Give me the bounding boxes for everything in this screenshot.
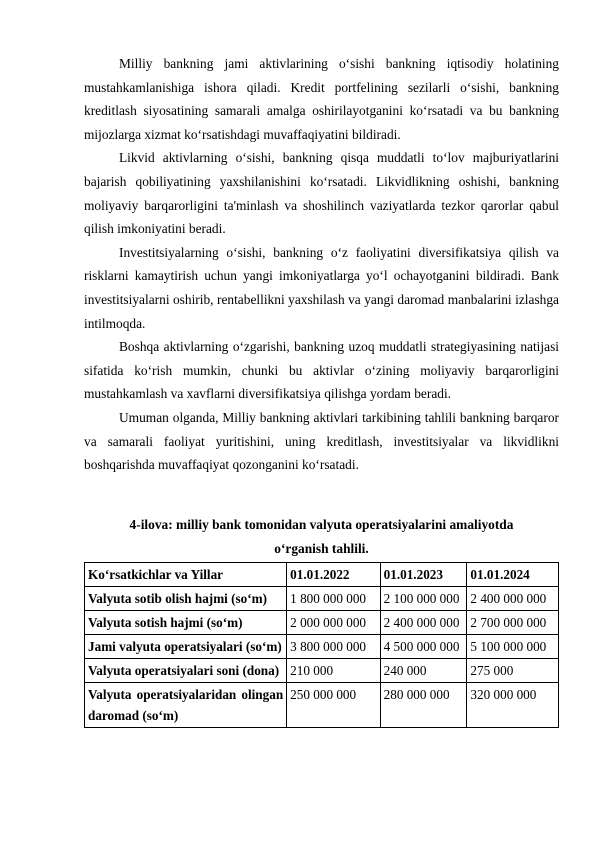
- paragraph: Umuman olganda, Milliy bankning aktivlari tarkibining tahlili bankning barqaror va samarali faoliyat yuritishini, uning kreditlash, investitsiyalar va likvidlikni boshqarishda muvaffaqiyat qozonganini ko‘rsatadi.: [84, 409, 559, 473]
- row-label: Valyuta sotish hajmi (so‘m): [85, 611, 287, 635]
- table-header-row: [85, 563, 559, 587]
- table-row: [85, 611, 559, 635]
- table-header-cell: 01.01.2024: [467, 563, 559, 587]
- row-label: Valyuta operatsiyalaridan olingan daromad (so‘m): [85, 683, 287, 728]
- row-label: Valyuta sotib olish hajmi (so‘m): [85, 587, 287, 611]
- table-caption-line: o‘rganish tahlili.: [274, 540, 369, 556]
- table-cell: 2 400 000 000: [380, 611, 467, 635]
- paragraph: Milliy bankning jami aktivlarining o‘sishi bankning iqtisodiy holatining mustahkamlanishiga ishora qiladi. Kredit portfelining sezilarli o‘sishi, bankning kreditlash siyosatining samarali amalga oshirilayotganini ko‘rsatadi va bu bankning mijozlarga xizmat ko‘rsatishdagi muvaffaqiyatini bildiradi.: [84, 56, 559, 142]
- body-text: [84, 52, 559, 477]
- table-cell: 210 000: [287, 659, 380, 683]
- table-header-cell: 01.01.2022: [287, 563, 380, 587]
- table-cell: 2 000 000 000: [287, 611, 380, 635]
- table-header-cell: Ko‘rsatkichlar va Yillar: [85, 563, 287, 587]
- table-row: [85, 683, 559, 728]
- paragraph: Investitsiyalarning o‘sishi, bankning o‘z faoliyatini diversifikatsiya qilish va risklarni kamaytirish uchun yangi imkoniyatlarga yo‘l ochayotganini bildiradi. Bank investitsiyalarni oshirib, rentabellikni yaxshilash va yangi daromad manbalarini izlashga intilmoqda.: [84, 244, 559, 331]
- table-cell: 2 400 000 000: [467, 587, 559, 611]
- row-label: Valyuta operatsiyalari soni (dona): [85, 659, 287, 683]
- table-cell: 250 000 000: [287, 683, 380, 728]
- table-cell: 240 000: [380, 659, 467, 683]
- table-cell: 2 700 000 000: [467, 611, 559, 635]
- table-cell: 1 800 000 000: [287, 587, 380, 611]
- table-row: [85, 587, 559, 611]
- table-row: [85, 659, 559, 683]
- table-cell: 5 100 000 000: [467, 635, 559, 659]
- table-cell: 275 000: [467, 659, 559, 683]
- table-cell: 280 000 000: [380, 683, 467, 728]
- paragraph: Likvid aktivlarning o‘sishi, bankning qisqa muddatli to‘lov majburiyatlarini bajarish qobiliyatining yaxshilanishini ko‘rsatadi. Likvidlikning oshishi, bankning moliyaviy barqarorligini ta'minlash va shoshilinch vaziyatlarda tezkor qarorlar qabul qilish imkoniyatini beradi.: [84, 150, 559, 237]
- table-caption: [84, 513, 559, 560]
- table-header-cell: 01.01.2023: [380, 563, 467, 587]
- paragraph: Boshqa aktivlarning o‘zgarishi, bankning uzoq muddatli strategiyasining natijasi sifatida ko‘rish mumkin, chunki bu aktivlar o‘zining moliyaviy barqarorligini mustahkamlash va xavflarni diversifikatsiya qilishga yordam beradi.: [84, 339, 559, 402]
- table-cell: 320 000 000: [467, 683, 559, 728]
- currency-operations-table: [84, 562, 559, 728]
- table-row: [85, 635, 559, 659]
- table-caption-line: 4-ilova: milliy bank tomonidan valyuta operatsiyalarini amaliyotda: [129, 517, 514, 532]
- row-label: Jami valyuta operatsiyalari (so‘m): [85, 635, 287, 659]
- table-cell: 3 800 000 000: [287, 635, 380, 659]
- table-cell: 2 100 000 000: [380, 587, 467, 611]
- table-cell: 4 500 000 000: [380, 635, 467, 659]
